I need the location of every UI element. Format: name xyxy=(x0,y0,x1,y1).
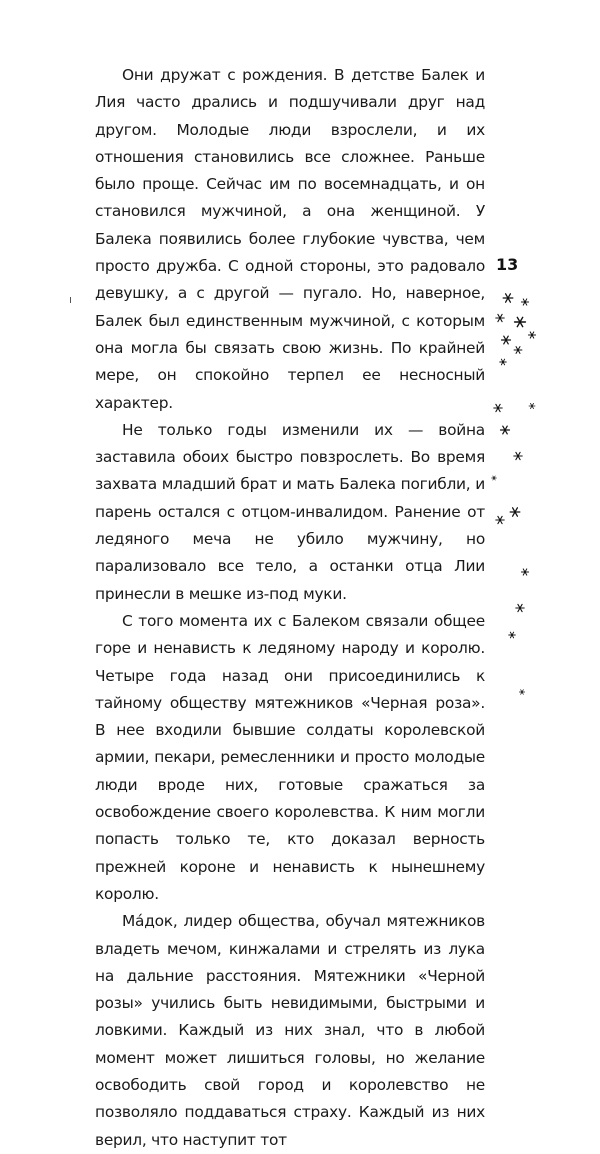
snowflake-decoration xyxy=(470,280,600,720)
snowflake-icon xyxy=(514,452,522,459)
page-number: 13 xyxy=(496,255,519,274)
snowflake-icon xyxy=(501,426,510,434)
body-text xyxy=(95,62,485,1154)
snowflake-icon xyxy=(521,569,528,575)
snowflake-icon xyxy=(492,476,497,480)
snowflake-icon xyxy=(528,332,535,338)
margin-mark xyxy=(70,297,71,303)
snowflake-icon xyxy=(496,314,504,321)
snowflake-icon xyxy=(502,336,511,344)
snowflake-icon xyxy=(503,294,513,302)
snowflake-icon xyxy=(529,403,535,408)
snowflake-icon xyxy=(521,299,528,305)
paragraph: С того момента их с Балеком связали общее горе и ненависть к ледяному народу и королю. Четыре года назад они присоединились к тайному обществу мятежников «Черная роза». В нее входили бывшие солдаты королевской армии, пекари, ремесленники и просто молодые люди вроде них, готовые сражаться за освобождение своего королевства. К ним могли попасть только те, кто доказал верность прежней короне и ненависть к нынешнему королю. xyxy=(95,611,485,903)
snowflake-icon xyxy=(515,317,526,326)
snowflake-icon xyxy=(510,508,520,516)
paragraph: Ма́док, лидер общества, обучал мятежников владеть мечом, кинжалами и стрелять из лука на дальние расстояния. Мятежники «Черной розы» учились быть невидимыми, быстрыми и ловкими. Каждый из них знал, что в любой момент может лишиться головы, но желание освободить свой город и королевство не позволяло поддаваться страху. Каждый из них верил, что наступит тот xyxy=(95,912,485,1149)
snowflake-icon xyxy=(496,516,504,523)
snowflake-icon xyxy=(519,690,524,695)
paragraph: Они дружат с рождения. В детстве Балек и Лия часто дрались и подшучивали друг над другом. Молодые люди взрослели, и их отношения становились все сложнее. Раньше было проще. Сейчас им по восемнадцать, и он становился мужчиной, а она женщиной. У Балека появились более глубокие чувства, чем просто дружба. С одной стороны, это радовало девушку, а с другой — пугало. Но, наверное, Балек был единственным мужчиной, с которым она могла бы связать свою жизнь. По крайней мере, он спокойно терпел ее несносный характер. xyxy=(95,66,485,412)
snowflake-icon xyxy=(514,347,522,354)
paragraph: Не только годы изменили их — война заставила обоих быстро повзрослеть. Во время захвата младший брат и мать Балека погибли, и парень остался с отцом-инвалидом. Ранение от ледяного меча не убило мужчину, но парализовало все тело, а останки отца Лии принесли в мешке из-под муки. xyxy=(95,420,485,603)
snowflake-icon xyxy=(516,604,524,611)
snowflake-icon xyxy=(500,359,507,365)
snowflake-icon xyxy=(509,632,516,638)
snowflake-icon xyxy=(494,404,502,411)
